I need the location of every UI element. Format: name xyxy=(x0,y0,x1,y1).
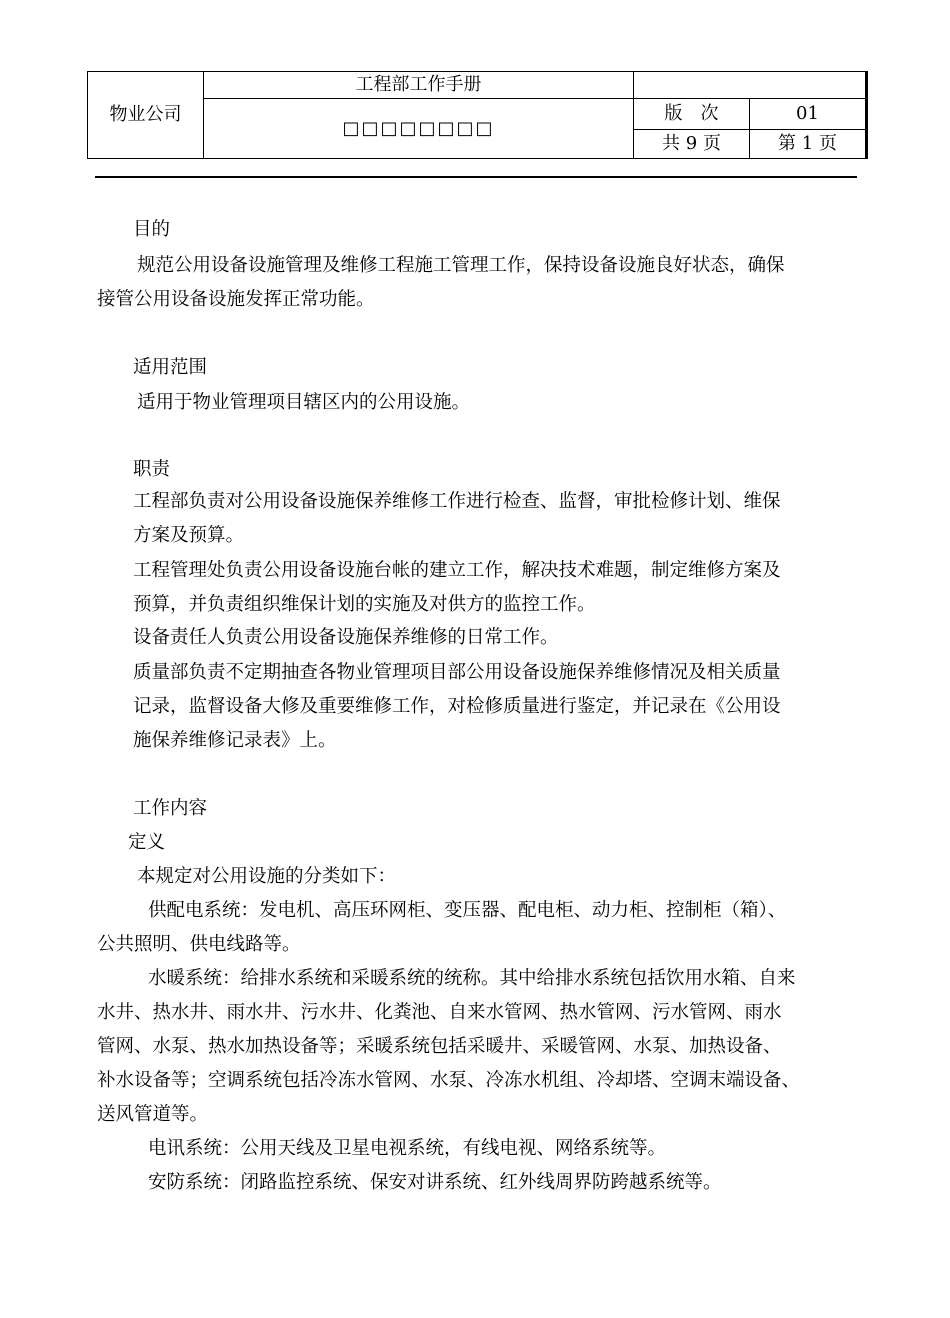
power-system-1: 供配电系统：发电机、高压环网柜、变压器、配电柜、动力柜、控制柜（箱）、 xyxy=(148,900,787,921)
document-title-placeholder: □□□□□□□□ xyxy=(342,117,495,139)
current-page-cell: 第 1 页 xyxy=(750,130,867,159)
heading-responsibilities: 职责 xyxy=(133,459,171,480)
hvac-system-2: 水井、热水井、雨水井、污水井、化粪池、自来水管网、热水管网、污水管网、雨水 xyxy=(97,1002,782,1023)
responsibility-3: 设备责任人负责公用设备设施保养维修的日常工作。 xyxy=(133,627,559,648)
responsibility-1a: 工程部负责对公用设备设施保养维修工作进行检查、监督，审批检修计划、维保 xyxy=(133,491,781,512)
blank-header-cell xyxy=(634,72,867,99)
hvac-system-4: 补水设备等；空调系统包括冷冻水管网、水泵、冷冻水机组、冷却塔、空调末端设备、 xyxy=(97,1070,801,1091)
heading-definition: 定义 xyxy=(128,832,166,853)
document-title-cell xyxy=(204,99,634,159)
purpose-text-2: 接管公用设备设施发挥正常功能。 xyxy=(97,289,375,310)
telecom-system: 电讯系统：公用天线及卫星电视系统，有线电视、网络系统等。 xyxy=(148,1138,667,1159)
header-divider xyxy=(95,176,857,178)
hvac-system-1: 水暖系统：给排水系统和采暖系统的统称。其中给排水系统包括饮用水箱、自来 xyxy=(148,968,796,989)
total-pages-cell: 共 9 页 xyxy=(634,130,750,159)
scope-text: 适用于物业管理项目辖区内的公用设施。 xyxy=(137,392,471,413)
responsibility-1b: 方案及预算。 xyxy=(133,525,245,546)
classification-intro: 本规定对公用设施的分类如下： xyxy=(137,866,397,887)
manual-title-cell: 工程部工作手册 xyxy=(204,72,634,99)
version-value-cell: 01 xyxy=(750,99,867,130)
responsibility-4b: 记录，监督设备大修及重要维修工作，对检修质量进行鉴定，并记录在《公用设 xyxy=(133,696,781,717)
hvac-system-3: 管网、水泵、热水加热设备等；采暖系统包括采暖井、采暖管网、水泵、加热设备、 xyxy=(97,1036,782,1057)
responsibility-2a: 工程管理处负责公用设备设施台帐的建立工作，解决技术难题，制定维修方案及 xyxy=(133,560,781,581)
company-cell: 物业公司 xyxy=(88,72,204,159)
security-system: 安防系统：闭路监控系统、保安对讲系统、红外线周界防跨越系统等。 xyxy=(148,1172,722,1193)
heading-work-content: 工作内容 xyxy=(133,798,208,819)
version-label-cell: 版 次 xyxy=(634,99,750,130)
responsibility-4c: 施保养维修记录表》上。 xyxy=(133,730,337,751)
responsibility-4a: 质量部负责不定期抽查各物业管理项目部公用设备设施保养维修情况及相关质量 xyxy=(133,662,781,683)
purpose-text-1: 规范公用设备设施管理及维修工程施工管理工作，保持设备设施良好状态，确保 xyxy=(137,255,785,276)
heading-purpose: 目的 xyxy=(133,219,171,240)
document-header-table xyxy=(87,71,868,159)
power-system-2: 公共照明、供电线路等。 xyxy=(97,934,301,955)
hvac-system-5: 送风管道等。 xyxy=(97,1104,209,1125)
responsibility-2b: 预算，并负责组织维保计划的实施及对供方的监控工作。 xyxy=(133,594,596,615)
heading-scope: 适用范围 xyxy=(133,357,208,378)
